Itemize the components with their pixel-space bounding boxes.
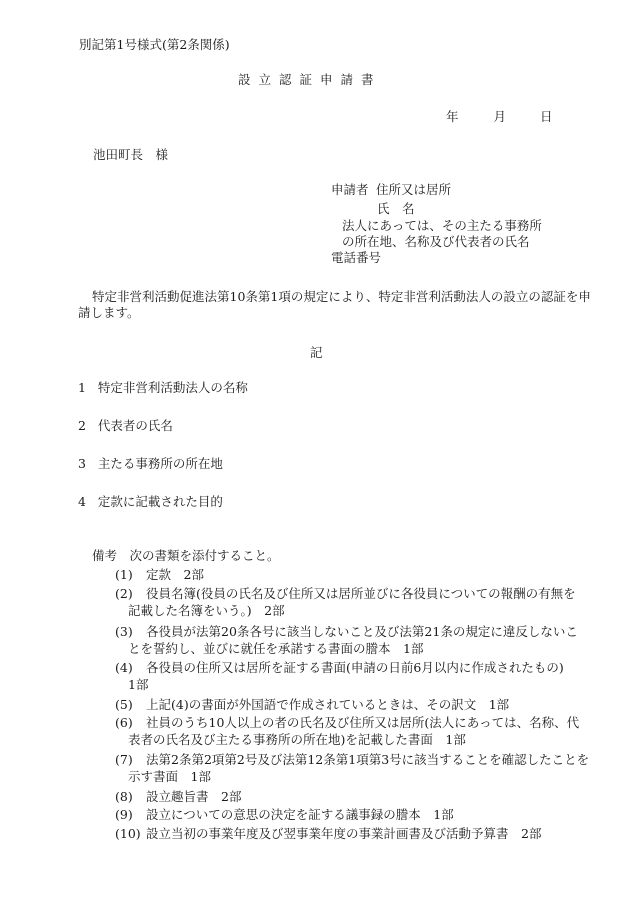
remark-line-cont: とを誓約し、並びに就任を承諾する書面の謄本 1部 xyxy=(128,641,424,656)
date-year: 年 xyxy=(446,109,459,124)
form-label: 別記第1号様式(第2条関係) xyxy=(79,37,230,52)
date-month: 月 xyxy=(493,109,506,124)
remark-line-cont: 表者の氏名及び主たる事務所の所在地)を記載した書面 1部 xyxy=(128,732,466,747)
remark-line-cont: 記載した名簿をいう。) 2部 xyxy=(128,603,285,618)
item-3 xyxy=(78,456,223,472)
date-day: 日 xyxy=(539,109,553,124)
remark-line: 定款 2部 xyxy=(146,567,204,582)
remark-number: (1) xyxy=(115,567,133,582)
item-number: 2 xyxy=(78,418,86,433)
remark-line: 設立趣旨書 2部 xyxy=(146,789,242,804)
remark-number: (8) xyxy=(115,789,133,804)
item-text: 代表者の氏名 xyxy=(97,418,173,433)
applicant-label: 申請者 xyxy=(331,182,369,197)
item-text: 主たる事務所の所在地 xyxy=(97,456,223,471)
remark-number: (2) xyxy=(115,586,133,601)
remark-number: (4) xyxy=(115,660,133,675)
remark-line: 社員のうち10人以上の者の氏名及び住所又は居所(法人にあっては、名称、代 xyxy=(146,715,580,730)
remarks-label: 備考 次の書類を添付すること。 xyxy=(92,548,280,563)
applicant-phone: 電話番号 xyxy=(331,250,382,265)
remark-line: 設立についての意思の決定を証する議事録の謄本 1部 xyxy=(146,807,454,822)
item-1 xyxy=(78,380,248,396)
addressee: 池田町長 様 xyxy=(93,147,169,162)
document-title: 設立認証申請書 xyxy=(238,72,382,87)
remark-number: (6) xyxy=(115,715,133,730)
remark-line: 法第2条第2項第2号及び法第12条第1項第3号に該当することを確認したことを xyxy=(146,752,590,767)
ki-heading: 記 xyxy=(310,345,323,360)
applicant-corp-note-2: の所在地、名称及び代表者の氏名 xyxy=(342,234,530,249)
remark-line: 上記(4)の書面が外国語で作成されているときは、その訳文 1部 xyxy=(146,697,510,712)
item-number: 4 xyxy=(78,494,86,509)
applicant-address: 住所又は居所 xyxy=(376,182,452,197)
remark-number: (3) xyxy=(115,624,133,639)
item-text: 定款に記載された目的 xyxy=(97,494,223,509)
remark-line-cont: 1部 xyxy=(128,677,149,692)
item-number: 3 xyxy=(78,456,86,471)
remark-line: 設立当初の事業年度及び翌事業年度の事業計画書及び活動予算書 2部 xyxy=(146,826,542,841)
item-2 xyxy=(78,418,173,434)
remark-number: (7) xyxy=(115,752,133,767)
date-line xyxy=(446,109,552,125)
remark-line-cont: 示す書面 1部 xyxy=(128,769,211,784)
remark-line: 各役員が法第20条各号に該当しないこと及び法第21条の規定に違反しないこ xyxy=(146,624,578,639)
item-4 xyxy=(78,494,223,510)
item-number: 1 xyxy=(78,380,86,395)
remarks-list xyxy=(115,567,590,867)
remark-line: 各役員の住所又は居所を証する書面(申請の日前6月以内に作成されたもの) xyxy=(146,660,564,675)
remark-number: (10) xyxy=(115,826,141,841)
remark-number: (9) xyxy=(115,807,133,822)
applicant-name: 氏 名 xyxy=(377,201,415,216)
item-text: 特定非営利活動法人の名称 xyxy=(97,380,248,395)
body-text-line-1: 特定非営利活動促進法第10条第1項の規定により、特定非営利活動法人の設立の認証を申 xyxy=(92,289,591,304)
remark-line: 役員名簿(役員の氏名及び住所又は居所並びに各役員についての報酬の有無を xyxy=(146,586,576,601)
remark-number: (5) xyxy=(115,697,133,712)
applicant-corp-note-1: 法人にあっては、その主たる事務所 xyxy=(342,218,542,233)
body-text-line-2: 請します。 xyxy=(78,305,140,320)
